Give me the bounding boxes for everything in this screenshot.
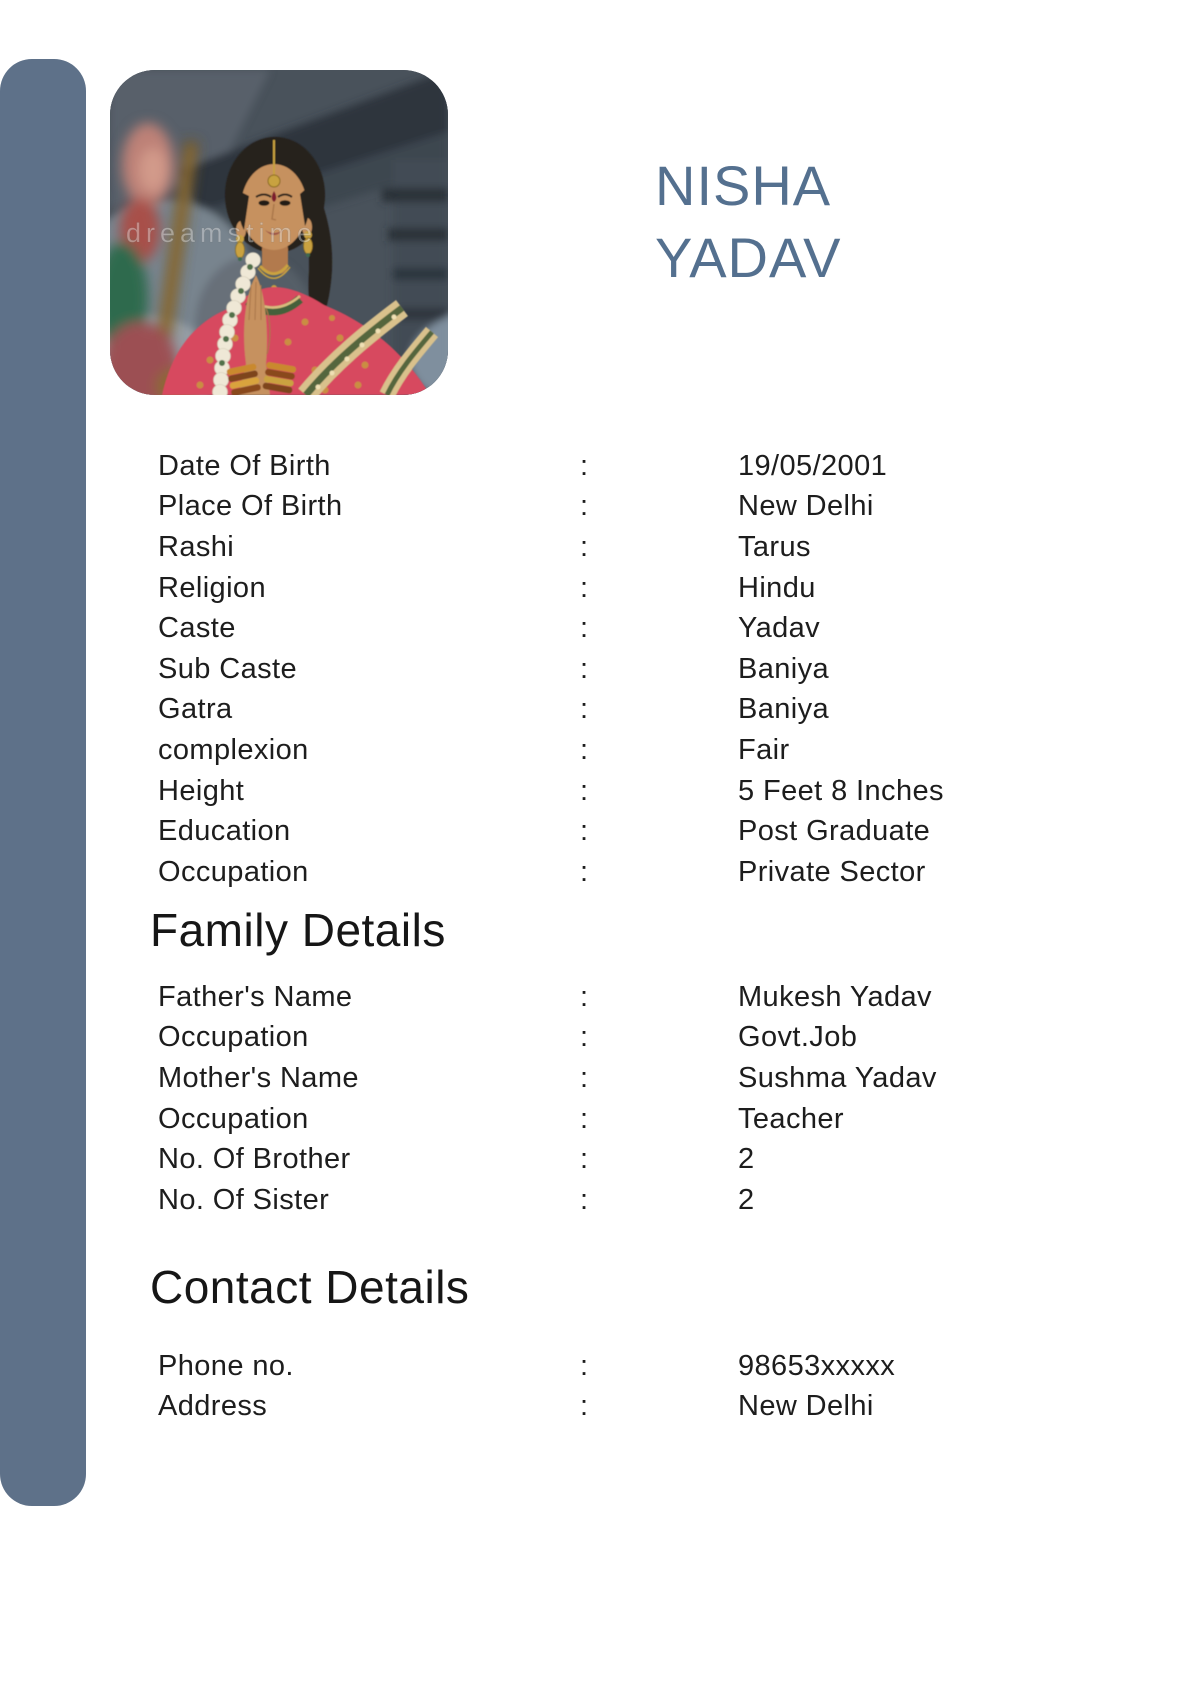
watermark-text: dreamstime — [126, 218, 318, 248]
detail-value: Tarus — [738, 530, 811, 563]
detail-value: Teacher — [738, 1102, 844, 1135]
detail-value: New Delhi — [738, 490, 874, 523]
detail-label: Gatra — [158, 693, 233, 726]
detail-separator: : — [580, 855, 589, 888]
contact-details-heading: Contact Details — [150, 1261, 470, 1313]
profile-photo — [110, 70, 448, 395]
detail-value: Yadav — [738, 612, 821, 645]
detail-value: Hindu — [738, 571, 816, 604]
detail-label: Caste — [158, 612, 236, 645]
detail-label: complexion — [158, 733, 309, 766]
detail-row — [158, 608, 1131, 649]
detail-row — [158, 852, 1131, 893]
detail-label: Rashi — [158, 530, 235, 563]
family-details-heading: Family Details — [150, 904, 446, 956]
detail-label: Father's Name — [158, 980, 353, 1013]
detail-row — [158, 1099, 1131, 1140]
detail-separator: : — [580, 530, 589, 563]
detail-value: 2 — [738, 1143, 755, 1176]
detail-label: No. Of Brother — [158, 1143, 351, 1176]
detail-row — [158, 1180, 1131, 1221]
detail-label: Occupation — [158, 855, 309, 888]
detail-separator: : — [580, 1143, 589, 1176]
detail-separator: : — [580, 652, 589, 685]
detail-value: 5 Feet 8 Inches — [738, 774, 944, 807]
family-details-list — [158, 977, 1131, 1221]
detail-row — [158, 1346, 1131, 1387]
detail-row — [158, 527, 1131, 568]
detail-value: Baniya — [738, 693, 830, 726]
detail-row — [158, 690, 1131, 731]
detail-separator: : — [580, 774, 589, 807]
detail-separator: : — [580, 1349, 589, 1382]
detail-value: 98653xxxxx — [738, 1349, 896, 1382]
detail-row — [158, 811, 1131, 852]
detail-separator: : — [580, 1021, 589, 1054]
detail-separator: : — [580, 571, 589, 604]
contact-details-list — [158, 1346, 1131, 1427]
detail-value: Fair — [738, 733, 790, 766]
detail-row — [158, 446, 1131, 487]
name-line1: NISHA — [655, 154, 832, 217]
detail-label: No. Of Sister — [158, 1183, 330, 1216]
detail-separator: : — [580, 693, 589, 726]
profile-photo-illustration — [110, 70, 448, 395]
detail-label: Occupation — [158, 1021, 309, 1054]
detail-label: Height — [158, 774, 245, 807]
detail-value: Private Sector — [738, 855, 926, 888]
detail-value: 2 — [738, 1183, 755, 1216]
detail-value: Post Graduate — [738, 815, 931, 848]
detail-value: Sushma Yadav — [738, 1061, 937, 1094]
detail-row — [158, 1058, 1131, 1099]
detail-value: 19/05/2001 — [738, 449, 888, 482]
detail-label: Place Of Birth — [158, 490, 343, 523]
detail-row — [158, 649, 1131, 690]
detail-separator: : — [580, 980, 589, 1013]
detail-row — [158, 1139, 1131, 1180]
profile-name — [655, 150, 842, 294]
personal-details-list — [158, 446, 1131, 893]
detail-label: Occupation — [158, 1102, 309, 1135]
detail-row — [158, 1387, 1131, 1428]
detail-label: Sub Caste — [158, 652, 298, 685]
detail-value: Govt.Job — [738, 1021, 858, 1054]
detail-label: Date Of Birth — [158, 449, 331, 482]
detail-value: New Delhi — [738, 1390, 874, 1423]
detail-separator: : — [580, 1061, 589, 1094]
detail-row — [158, 487, 1131, 528]
detail-separator: : — [580, 612, 589, 645]
detail-value: Baniya — [738, 652, 830, 685]
detail-separator: : — [580, 449, 589, 482]
detail-label: Education — [158, 815, 291, 848]
detail-row — [158, 771, 1131, 812]
detail-label: Mother's Name — [158, 1061, 359, 1094]
detail-separator: : — [580, 733, 589, 766]
detail-separator: : — [580, 1183, 589, 1216]
detail-row — [158, 977, 1131, 1018]
detail-separator: : — [580, 1102, 589, 1135]
detail-value: Mukesh Yadav — [738, 980, 932, 1013]
detail-separator: : — [580, 815, 589, 848]
detail-row — [158, 730, 1131, 771]
detail-row — [158, 568, 1131, 609]
detail-row — [158, 1018, 1131, 1059]
detail-label: Religion — [158, 571, 266, 604]
detail-label: Phone no. — [158, 1349, 294, 1382]
name-line2: YADAV — [655, 226, 842, 289]
left-accent-bar — [0, 59, 86, 1506]
detail-separator: : — [580, 1390, 589, 1423]
detail-separator: : — [580, 490, 589, 523]
detail-label: Address — [158, 1390, 268, 1423]
